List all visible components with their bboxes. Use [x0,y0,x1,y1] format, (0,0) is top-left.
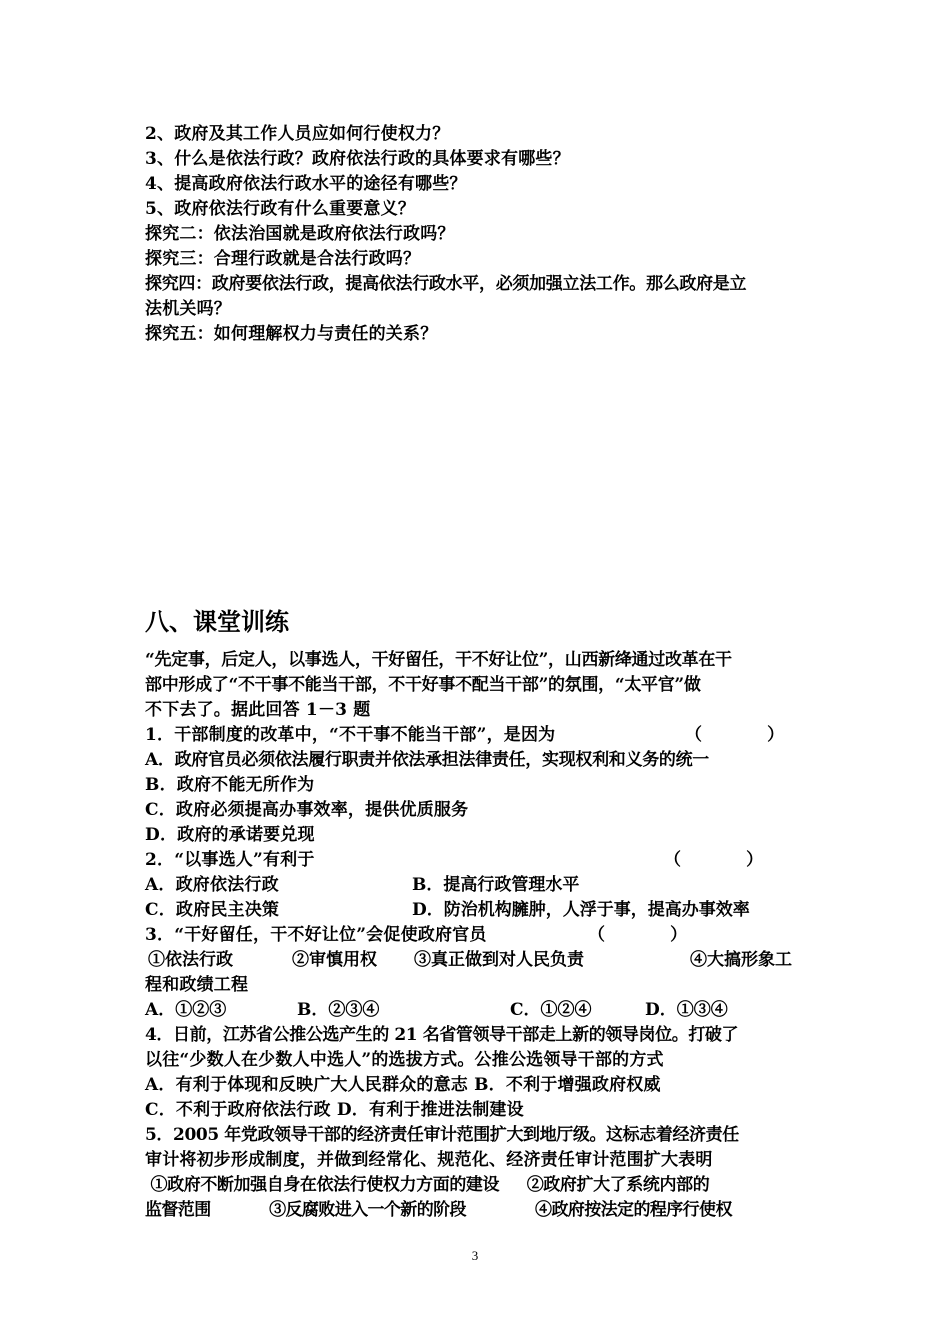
review-question-3: 3、什么是依法行政？政府依法行政的具体要求有哪些？ [145,149,570,169]
q5-line-4: 监督范围 ③反腐败进入一个新的阶段 ④政府按法定的程序行使权 [145,1200,732,1220]
q2-option-a: A．政府依法行政 [145,875,279,895]
q5-line-3: ①政府不断加强自身在依法行使权力方面的建设 ②政府扩大了系统内部的 [145,1175,710,1195]
q1-option-a: A．政府官员必须依法履行职责并依法承担法律责任，实现权利和义务的统一 [145,750,709,770]
q3-answer-blank: （ ） [588,925,688,945]
q3-item-2: ②审慎用权 [292,950,377,970]
q1-stem: 1．干部制度的改革中，“不干事不能当干部”，是因为 [145,725,556,745]
section-heading: 八、课堂训练 [145,608,289,636]
q5-line-1: 5．2005 年党政领导干部的经济责任审计范围扩大到地厅级。这标志着经济责任 [145,1125,739,1145]
q3-item-1: ①依法行政 [148,950,233,970]
explore-4-line-1: 探究四：政府要依法行政，提高依法行政水平，必须加强立法工作。那么政府是立 [145,274,747,294]
q2-option-b: B．提高行政管理水平 [412,875,580,895]
q2-stem: 2．“以事选人”有利于 [145,850,315,870]
q1-answer-blank: （ ） [685,725,785,745]
q1-option-b: B．政府不能无所作为 [145,775,315,795]
q3-stem: 3．“干好留任，干不好让位”会促使政府官员 [145,925,487,945]
q4-line-1: 4．日前，江苏省公推公选产生的 21 名省管领导干部走上新的领导岗位。打破了 [145,1025,739,1045]
q3-option-a: A．①②③ [145,1000,227,1020]
explore-2: 探究二：依法治国就是政府依法行政吗？ [145,224,455,244]
q3-item-4-part-2: 程和政绩工程 [145,975,249,995]
q2-option-d: D．防治机构臃肿，人浮于事，提高办事效率 [412,900,750,920]
review-question-5: 5、政府依法行政有什么重要意义？ [145,199,416,219]
explore-4-line-2: 法机关吗？ [145,299,231,319]
q3-item-4-part-1: ④大搞形象工 [690,950,792,970]
q3-item-3: ③真正做到对人民负责 [414,950,584,970]
review-question-2: 2、政府及其工作人员应如何行使权力？ [145,124,450,144]
q2-answer-blank: （ ） [664,850,764,870]
explore-5: 探究五：如何理解权力与责任的关系？ [145,324,438,344]
q1-option-c: C．政府必须提高办事效率，提供优质服务 [145,800,469,820]
q3-option-b: B．②③④ [297,1000,380,1020]
page-number: 3 [471,1248,479,1263]
explore-3: 探究三：合理行政就是合法行政吗？ [145,249,421,269]
review-question-4: 4、提高政府依法行政水平的途径有哪些？ [145,174,467,194]
q5-line-2: 审计将初步形成制度，并做到经常化、规范化、经济责任审计范围扩大表明 [145,1150,713,1170]
q4-line-3: A．有利于体现和反映广大人民群众的意志 B．不利于增强政府权威 [145,1075,661,1095]
q1-option-d: D．政府的承诺要兑现 [145,825,315,845]
q2-option-c: C．政府民主决策 [145,900,280,920]
material-line-2: 部中形成了“不干事不能当干部，不干好事不配当干部”的氛围，“太平官”做 [145,675,701,695]
material-line-3: 不下去了。据此回答 1－3 题 [145,700,371,720]
q4-line-4: C．不利于政府依法行政 D．有利于推进法制建设 [145,1100,524,1120]
q3-option-d: D．①③④ [645,1000,728,1020]
q4-line-2: 以往“少数人在少数人中选人”的选拔方式。公推公选领导干部的方式 [145,1050,664,1070]
q3-option-c: C．①②④ [510,1000,592,1020]
material-line-1: “先定事，后定人，以事选人，干好留任，干不好让位”，山西新绛通过改革在干 [145,650,732,670]
